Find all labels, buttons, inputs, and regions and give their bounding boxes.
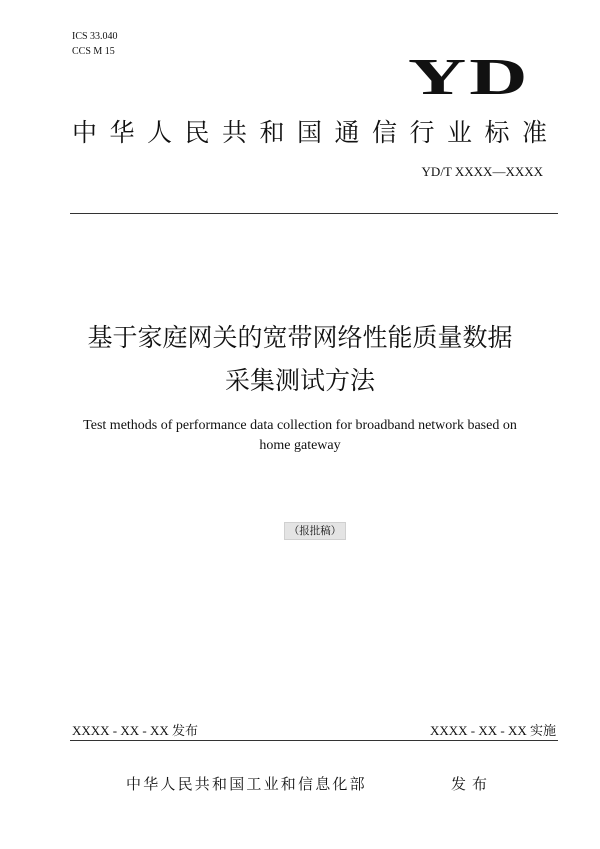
ics-code: ICS 33.040: [72, 31, 118, 42]
yd-logo: YD: [408, 49, 531, 106]
implementation-date: XXXX - XX - XX 实施: [429, 723, 556, 738]
draft-status-badge: （报批稿）: [284, 522, 346, 540]
footer-divider: [70, 740, 558, 741]
issue-label: 发布: [451, 775, 494, 793]
standard-number: YD/T XXXX—XXXX: [421, 164, 543, 179]
issuing-authority: 中华人民共和国工业和信息化部: [126, 775, 367, 793]
header-divider: [70, 213, 558, 214]
publish-date: XXXX - XX - XX 发布: [72, 723, 199, 738]
document-title-cn-line1: 基于家庭网关的宽带网络性能质量数据: [87, 323, 513, 352]
document-title-en: Test methods of performance data collection for broadband network based on home gateway: [83, 418, 517, 453]
document-title-cn-line2: 采集测试方法: [224, 366, 375, 395]
ccs-code: CCS M 15: [72, 46, 115, 57]
standard-category-title: 中华人民共和国通信行业标准: [72, 118, 560, 147]
